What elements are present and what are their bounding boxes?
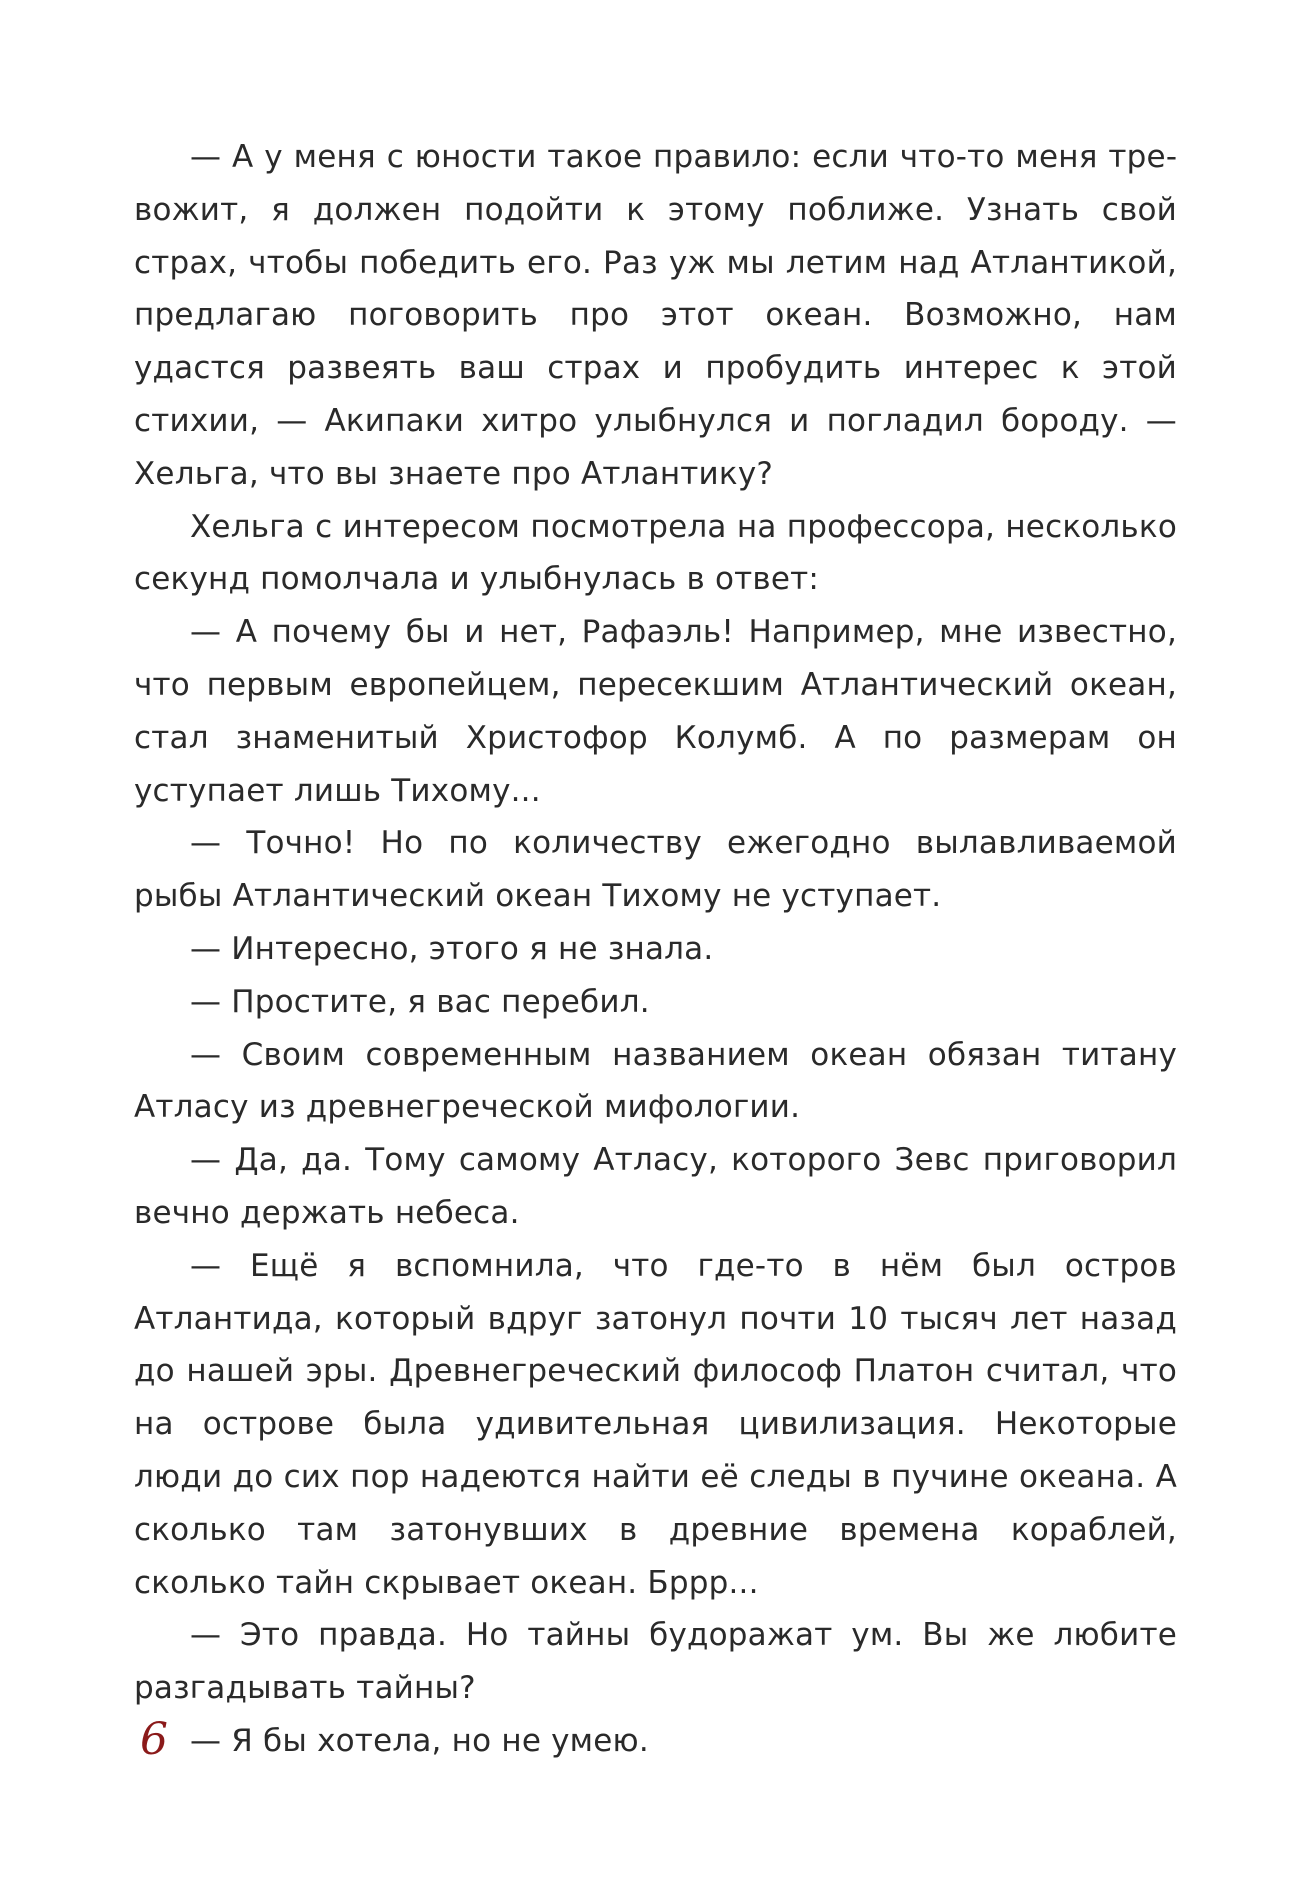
page-number: 6 — [140, 1714, 168, 1765]
paragraph-4: — Точно! Но по количеству ежегодно вылавливаемой рыбы Атлантический океан Тихому не уступает. — [134, 825, 1177, 915]
paragraph-6: — Простите, я вас перебил. — [190, 983, 650, 1020]
paragraph-7: — Своим современным названием океан обязан титану Атласу из древнегреческой мифологии. — [134, 1036, 1177, 1126]
paragraph-1: — А у меня с юности такое правило: если что-то меня тревожит, я должен подойти к этому поближе. Узнать свой страх, чтобы победить его. Раз уж мы летим над Атлантикой, предлагаю поговорить про этот океан. Возможно, нам удастся развеять ваш страх и пробудить интерес к этой стихии, — Акипаки хитро улыбнулся и погладил бороду. — Хельга, что вы знаете про Атлантику? — [134, 139, 1177, 492]
paragraph-2: Хельга с интересом посмотрела на профессора, несколько секунд помолчала и улыбнулась в ответ: — [134, 508, 1177, 598]
paragraph-5: — Интересно, этого я не знала. — [190, 930, 714, 967]
paragraph-11: — Я бы хотела, но не умею. — [190, 1722, 649, 1759]
paragraph-3: — А почему бы и нет, Рафаэль! Например, мне известно, что первым европейцем, пересекшим Атлантический океан, стал знаменитый Христофор Колумб. А по размерам он уступает лишь Тихому... — [134, 614, 1177, 809]
paragraph-10: — Это правда. Но тайны будоражат ум. Вы же любите разгадывать тайны? — [134, 1617, 1177, 1707]
body-text — [134, 131, 1177, 1768]
paragraph-9: — Ещё я вспомнила, что где-то в нём был остров Атлантида, который вдруг затонул почти 10 тысяч лет назад до нашей эры. Древнегреческий философ Платон считал, что на острове была удивительная цивилизация. Некоторые люди до сих пор надеются найти её следы в пучине океана. А сколько там затонувших в древние времена кораблей, сколько тайн скрывает океан. Бррр... — [134, 1247, 1177, 1601]
paragraph-8: — Да, да. Тому самому Атласу, которого Зевс приговорил вечно держать небеса. — [134, 1142, 1177, 1231]
